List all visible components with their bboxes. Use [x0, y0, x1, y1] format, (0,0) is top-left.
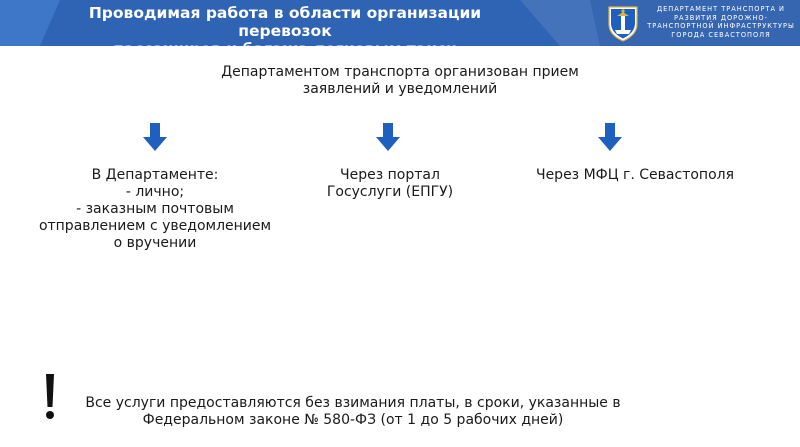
department-logo [606, 4, 796, 44]
footer-note [68, 395, 638, 429]
channel-gosuslugi [290, 167, 490, 201]
intro-text [180, 64, 620, 98]
page-title-line-2: пассажиров и багажа легковым такси [113, 40, 457, 58]
channel-department-line: о вручении [113, 235, 197, 251]
department-name-line-4: ГОРОДА СЕВАСТОПОЛЯ [671, 30, 771, 39]
channel-gosuslugi-line: Госуслуги (ЕПГУ) [326, 184, 454, 200]
footer-note-line-1: Все услуги предоставляются без взимания платы, в сроки, указанные в [85, 395, 621, 411]
page-title [40, 4, 530, 58]
channel-department-line: - заказным почтовым [76, 201, 234, 217]
channel-mfc-line: Через МФЦ г. Севастополя [535, 167, 735, 183]
footer-note-line-2: Федеральном законе № 580-ФЗ (от 1 до 5 рабочих дней) [142, 412, 564, 428]
department-name-line-2: РАЗВИТИЯ ДОРОЖНО- [674, 13, 768, 22]
channel-mfc [500, 167, 770, 184]
arrow-down-icon [598, 123, 622, 151]
department-name-line-1: ДЕПАРТАМЕНТ ТРАНСПОРТА И [656, 5, 785, 13]
coat-of-arms-icon [606, 4, 640, 42]
arrow-down-icon [143, 123, 167, 151]
department-name [646, 5, 796, 39]
header-banner [0, 0, 800, 58]
channel-department [20, 167, 290, 252]
intro-line-2: заявлений и уведомлений [302, 81, 498, 97]
channel-department-line: В Департаменте: [91, 167, 219, 183]
channel-gosuslugi-line: Через портал [340, 167, 440, 183]
intro-line-1: Департаментом транспорта организован прием [221, 64, 579, 80]
channel-department-line: - лично; [125, 184, 185, 200]
arrow-down-icon [376, 123, 400, 151]
channel-department-line: отправлением с уведомлением [38, 218, 272, 234]
exclamation-icon [42, 374, 58, 420]
department-name-line-3: ТРАНСПОРТНОЙ ИНФРАСТРУКТУРЫ [647, 22, 795, 31]
page-title-line-1: Проводимая работа в области организации перевозок [88, 4, 482, 40]
